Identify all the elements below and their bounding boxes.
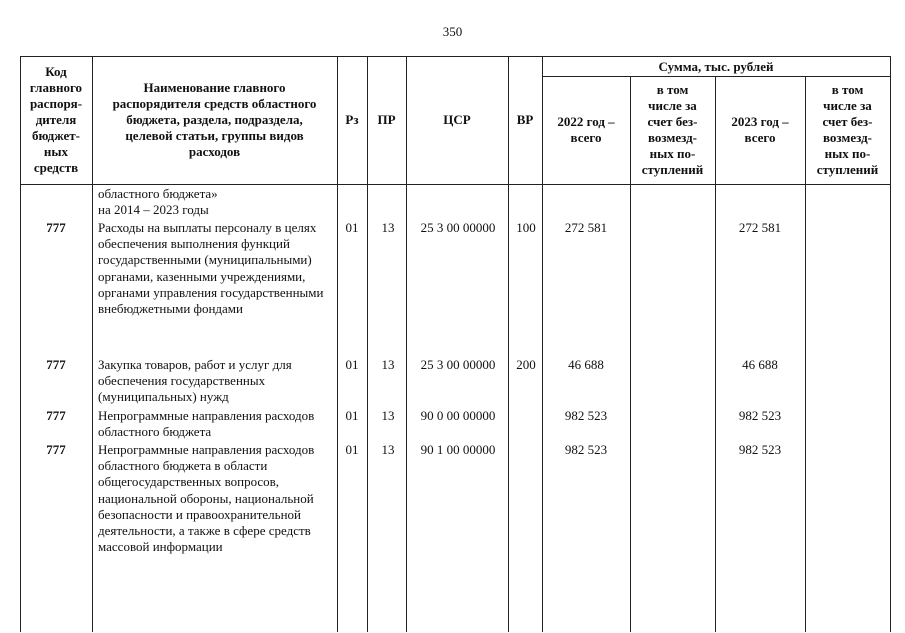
row-csr: 90 0 00 00000 <box>420 408 496 423</box>
row-rz: 01 <box>345 408 359 423</box>
row-sum-2023: 46 688 <box>742 357 778 372</box>
header-code: Код главного распоря-дителя бюджет-ных средств <box>29 64 83 175</box>
row-pr: 13 <box>381 357 395 372</box>
row-code: 777 <box>46 357 66 372</box>
row-sum-2022: 982 523 <box>564 442 608 457</box>
row-pr: 13 <box>381 442 395 457</box>
table-border <box>542 76 890 77</box>
row-rz: 01 <box>345 357 359 372</box>
continuation-line: областного бюджета» <box>98 186 218 201</box>
row-csr: 25 3 00 00000 <box>420 220 496 235</box>
row-name: Непрограммные направления расходов областного бюджета в области общегосударственных вопросов, национальной обороны, национальной безопасности и правоохранительной деятельности, а также в сфере средств массовой информации <box>98 442 315 555</box>
row-name: Расходы на выплаты персоналу в целях обеспечения выполнения функций государственными (муниципальными) органами, казенными учреждениями, органами управления государственными внебюджетными фондами <box>98 220 324 317</box>
header-2023-total: 2023 год – всего <box>731 114 789 145</box>
row-rz: 01 <box>345 220 359 235</box>
continuation-line: на 2014 – 2023 годы <box>98 202 209 217</box>
row-code: 777 <box>46 220 66 235</box>
header-name: Наименование главного распорядителя средств областного бюджета, раздела, подраздела, целевой статьи, группы видов расходов <box>112 80 317 159</box>
header-sum: Сумма, тыс. рублей <box>658 58 774 74</box>
row-sum-2023: 982 523 <box>738 442 782 457</box>
row-vr: 100 <box>516 220 536 235</box>
row-pr: 13 <box>381 220 395 235</box>
row-code: 777 <box>46 442 66 457</box>
row-sum-2022: 46 688 <box>568 357 604 372</box>
row-sum-2022: 982 523 <box>564 408 608 423</box>
row-name: Закупка товаров, работ и услуг для обеспечения государственных (муниципальных) нужд <box>98 357 292 405</box>
header-csr: ЦСР <box>443 112 471 127</box>
table-border <box>890 56 891 632</box>
row-pr: 13 <box>381 408 395 423</box>
row-vr: 200 <box>516 357 536 372</box>
row-csr: 90 1 00 00000 <box>420 442 496 457</box>
header-rz: Рз <box>345 112 359 127</box>
row-csr: 25 3 00 00000 <box>420 357 496 372</box>
page-number: 350 <box>442 24 463 39</box>
header-vr: ВР <box>516 112 534 127</box>
row-sum-2023: 982 523 <box>738 408 782 423</box>
header-2022-total: 2022 год – всего <box>557 114 615 145</box>
row-sum-2023: 272 581 <box>738 220 782 235</box>
table-border <box>20 184 890 185</box>
header-2023-free: в том числе за счет без-возмезд-ных по-ступлений <box>816 82 879 177</box>
header-pr: ПР <box>377 112 396 127</box>
row-code: 777 <box>46 408 66 423</box>
row-rz: 01 <box>345 442 359 457</box>
header-2022-free: в том числе за счет без-возмезд-ных по-ступлений <box>641 82 704 177</box>
row-sum-2022: 272 581 <box>564 220 608 235</box>
row-name: Непрограммные направления расходов областного бюджета <box>98 408 315 440</box>
